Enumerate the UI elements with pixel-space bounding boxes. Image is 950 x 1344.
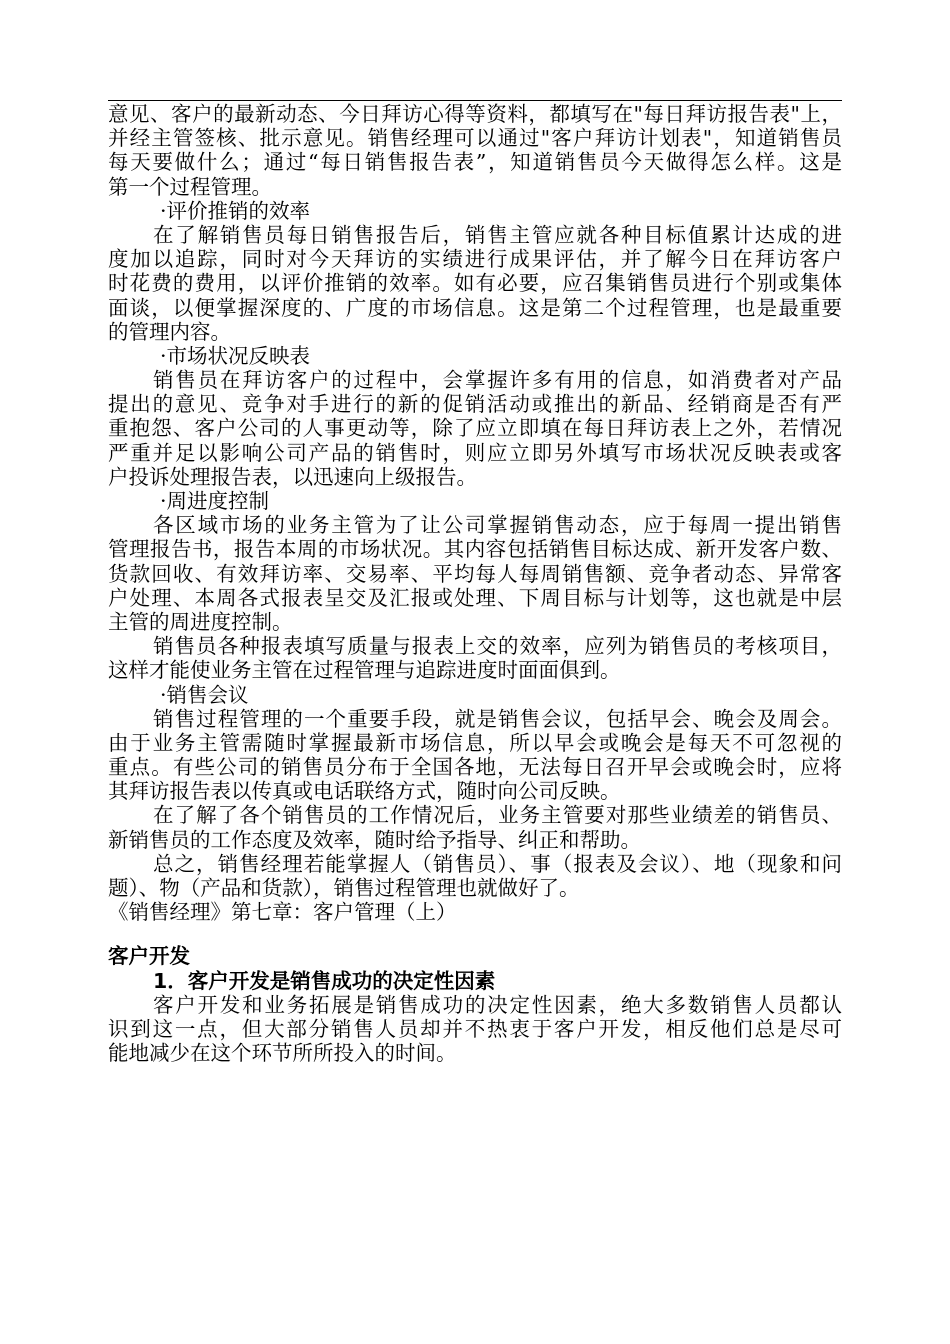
- paragraph-line: 并经主管签核、批示意见。销售经理可以通过"客户拜访计划表"，知道销售员: [108, 126, 842, 151]
- paragraph-line: 在了解销售员每日销售报告后，销售主管应就各种目标值累计达成的进: [153, 222, 842, 247]
- paragraph-line: 货款回收、有效拜访率、交易率、平均每人每周销售额、竞争者动态、异常客: [108, 561, 842, 586]
- paragraph-line: 户处理、本周各式报表呈交及汇报或处理、下周目标与计划等，这也就是中层: [108, 585, 842, 610]
- section-bullet-heading: ·评价推销的效率: [160, 198, 311, 223]
- paragraph-line: 销售员在拜访客户的过程中，会掌握许多有用的信息，如消费者对产品: [153, 368, 842, 393]
- header-rule: [108, 100, 842, 101]
- paragraph-line: 各区域市场的业务主管为了让公司掌握销售动态，应于每周一提出销售: [153, 513, 842, 538]
- paragraph-line: 主管的周进度控制。: [108, 609, 293, 634]
- blank-line: [108, 924, 842, 944]
- section-bullet-heading: ·销售会议: [160, 682, 249, 707]
- subsection-heading: 1．客户开发是销售成功的决定性因素: [153, 968, 496, 993]
- paragraph-line: 题）、物（产品和货款），销售过程管理也就做好了。: [108, 876, 580, 900]
- paragraph-line: 由于业务主管需随时掌握最新市场信息，所以早会或晚会是每天不可忽视的: [108, 730, 842, 755]
- paragraph-line: 重点。有些公司的销售员分布于全国各地，无法每日召开早会或晚会时，应将: [108, 755, 842, 780]
- paragraph-line: 在了解了各个销售员的工作情况后，业务主管要对那些业绩差的销售员、: [153, 803, 842, 828]
- paragraph-line: 时花费的费用，以评价推销的效率。如有必要，应召集销售员进行个别或集体: [108, 271, 842, 296]
- paragraph-line: 客户开发和业务拓展是销售成功的决定性因素，绝大多数销售人员都认: [153, 992, 842, 1017]
- paragraph-line: 户投诉处理报告表，以迅速向上级报告。: [108, 464, 477, 489]
- paragraph-line: 能地减少在这个环节所所投入的时间。: [108, 1041, 457, 1066]
- paragraph-line: 第一个过程管理。: [108, 174, 272, 199]
- paragraph-line: 严重并足以影响公司产品的销售时，则应立即另外填写市场状况反映表或客: [108, 440, 842, 465]
- paragraph-line: 销售过程管理的一个重要手段，就是销售会议，包括早会、晚会及周会。: [153, 706, 842, 731]
- paragraph-line: 每天要做什么；通过“每日销售报告表”，知道销售员今天做得怎么样。这是: [108, 150, 842, 175]
- paragraph-line: 度加以追踪，同时对今天拜访的实绩进行成果评估，并了解今日在拜访客户: [108, 247, 842, 272]
- paragraph-line: 这样才能使业务主管在过程管理与追踪进度时面面俱到。: [108, 658, 621, 683]
- paragraph-line: 管理报告书，报告本周的市场状况。其内容包括销售目标达成、新开发客户数、: [108, 537, 842, 562]
- section-bullet-heading: ·市场状况反映表: [160, 343, 311, 368]
- section-heading: 客户开发: [108, 944, 190, 969]
- paragraph-line: 新销售员的工作态度及效率，随时给予指导、纠正和帮助。: [108, 827, 641, 852]
- chapter-title: 《销售经理》第七章：客户管理（上）: [108, 900, 457, 925]
- paragraph-line: 总之，销售经理若能掌握人（销售员）、事（报表及会议）、地（现象和问: [153, 851, 842, 876]
- paragraph-line: 其拜访报告表以传真或电话联络方式，随时向公司反映。: [108, 779, 621, 804]
- section-bullet-heading: ·周进度控制: [160, 489, 270, 513]
- paragraph-line: 识到这一点，但大部分销售人员却并不热衷于客户开发，相反他们总是尽可: [108, 1016, 842, 1041]
- paragraph-line: 面谈，以便掌握深度的、广度的市场信息。这是第二个过程管理，也是最重要: [108, 295, 842, 320]
- paragraph-line: 提出的意见、竞争对手进行的新的促销活动或推出的新品、经销商是否有严: [108, 392, 842, 417]
- paragraph-line: 意见、客户的最新动态、今日拜访心得等资料，都填写在"每日拜访报告表"上，: [108, 102, 842, 126]
- paragraph-line: 重抱怨、客户公司的人事更动等，除了应立即填在每日拜访表上之外，若情况: [108, 416, 842, 441]
- document-body: [108, 102, 842, 1065]
- paragraph-line: 销售员各种报表填写质量与报表上交的效率，应列为销售员的考核项目，: [153, 634, 842, 659]
- paragraph-line: 的管理内容。: [108, 319, 231, 344]
